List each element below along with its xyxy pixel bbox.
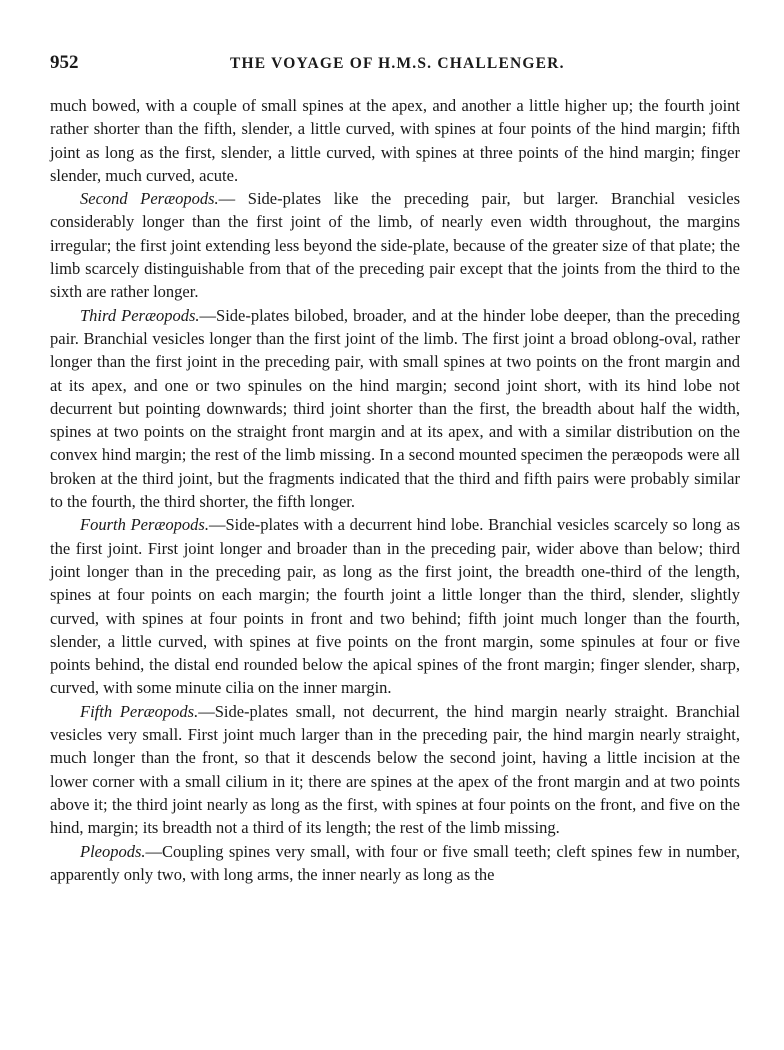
paragraph-text: — Side-plates like the preceding pair, but larger. Branchial vesicles considerably longer than the first joint of the limb, of nearly even width throughout, the margins irregular; the first joint extending less beyond the side-plate, because of the greater size of that plate; the limb scarcely distinguishable from that of the preceding pair except that the joints from the third to the sixth are rather longer. <box>50 189 740 302</box>
page-number: 952 <box>50 52 79 73</box>
paragraph-text: —Side-plates with a decurrent hind lobe. Branchial vesicles scarcely so long as the first joint. First joint longer and broader than in the preceding pair, wider above than below; third joint longer than in the preceding pair, as long as the first joint, the breadth one-third of the length, spines at four points on each margin; the fourth joint a little longer than the third, slender, slightly curved, with spines at four points in front and two behind; fifth joint much longer than the fourth, slender, a little curved, with spines at five points on the front margin, some spinules at four or five points behind, the distal end rounded below the apical spines of the front margin; finger slender, sharp, curved, with some minute cilia on the inner margin. <box>50 515 740 698</box>
running-title: THE VOYAGE OF H.M.S. CHALLENGER. <box>230 55 565 72</box>
paragraph-continuation <box>50 94 740 187</box>
paragraph-pleopods <box>50 840 740 887</box>
paragraph-fourth-peraeopods <box>50 513 740 699</box>
paragraph-second-peraeopods <box>50 187 740 303</box>
body-text <box>50 94 740 886</box>
running-header <box>50 52 740 82</box>
paragraph-text: —Side-plates bilobed, broader, and at the hinder lobe deeper, than the preceding pair. Branchial vesicles longer than the first joint of the limb. The first joint a broad oblong-oval, rather longer than the first joint in the preceding pair, with small spines at two points on the front margin and at its apex, and one or two spinules on the hind margin; second joint short, with its hind lobe not decurrent but pointing downwards; third joint shorter than the first, the breadth about half the width, spines at two points on the straight front margin and at its apex, and with a similar distribution on the convex hind margin; the rest of the limb missing. In a second mounted specimen the peræopods were all broken at the third joint, but the fragments indicated that the third and fifth pairs were probably similar to the fourth, the third shorter, the fifth longer. <box>50 305 740 512</box>
paragraph-text: —Side-plates small, not decurrent, the hind margin nearly straight. Branchial vesicles very small. First joint much larger than in the preceding pair, the hind margin nearly straight, much longer than the front, so that it descends below the second joint, having a little incision at the lower corner with a small cilium in it; there are spines at the apex of the front margin and at two points above it; the third joint nearly as long as the first, with spines at four points on the front, and five on the hind, margin; its breadth not a third of its length; the rest of the limb missing. <box>50 701 740 838</box>
paragraph-fifth-peraeopods <box>50 700 740 840</box>
paragraph-text: much bowed, with a couple of small spines at the apex, and another a little higher up; the fourth joint rather shorter than the fifth, slender, a little curved, with spines at four points of the hind margin; fifth joint as long as the first, slender, a little curved, with spines at three points of the hind margin; finger slender, much curved, acute. <box>50 96 740 185</box>
section-heading: Pleopods. <box>80 841 146 861</box>
section-heading: Fifth Peræopods. <box>80 701 199 721</box>
paragraph-text: —Coupling spines very small, with four or five small teeth; cleft spines few in number, apparently only two, with long arms, the inner nearly as long as the <box>50 841 740 884</box>
section-heading: Second Peræopods. <box>80 189 219 209</box>
section-heading: Third Peræopods. <box>80 305 200 325</box>
section-heading: Fourth Peræopods. <box>80 515 209 535</box>
paragraph-third-peraeopods <box>50 304 740 514</box>
